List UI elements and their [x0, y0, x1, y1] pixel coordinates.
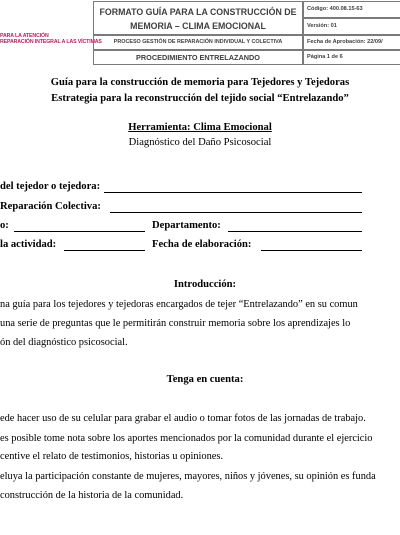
department-field-label: Departamento: [152, 220, 221, 231]
weaver-field-label: del tejedor o tejedora: [0, 181, 101, 192]
logo-text-line2: REPARACIÓN INTEGRAL A LAS VÍCTIMAS [0, 39, 102, 45]
municipality-field-label: o: [0, 220, 9, 231]
notes-heading: Tenga en cuenta: [166, 374, 244, 385]
page-number: Página 1 de 6 [303, 50, 400, 65]
tool-title: Herramienta: Clima Emocional [128, 122, 272, 133]
tool-subtitle: Diagnóstico del Daño Psicosocial [128, 137, 272, 148]
note-item: construcción de la historia de la comunidad. [0, 490, 184, 501]
intro-line: na guía para los tejedores y tejedoras encargados de tejer “Entrelazando” en su comun [0, 299, 358, 310]
format-title: FORMATO GUÍA PARA LA CONSTRUCCIÓN DE MEMORIA – CLIMA EMOCIONAL [93, 1, 303, 35]
logo-text-line1: PARA LA ATENCIÓN [0, 33, 49, 39]
note-item: ede hacer uso de su celular para grabar el audio o tomar fotos de las jornadas de trabajo. [0, 413, 366, 424]
document-version: Versión: 01 [303, 18, 400, 35]
department-field-line[interactable] [228, 231, 362, 232]
activity-field-label: la actividad: [0, 239, 57, 250]
entity-logo [0, 8, 102, 54]
intro-line: ón del diagnóstico psicosocial. [0, 337, 128, 348]
procedure-name: PROCEDIMIENTO ENTRELAZANDO [93, 50, 303, 65]
guide-title-line2: Estrategia para la reconstrucción del tejido social “Entrelazando” [51, 93, 349, 104]
intro-heading: Introducción: [173, 279, 237, 290]
reparation-field-line[interactable] [110, 212, 362, 213]
note-item: centive el relato de testimonios, historias u opiniones. [0, 451, 224, 462]
date-field-label: Fecha de elaboración: [152, 239, 252, 250]
process-name: PROCESO GESTIÓN DE REPARACIÓN INDIVIDUAL Y COLECTIVA [93, 35, 303, 50]
reparation-field-label: Reparación Colectiva: [0, 201, 101, 212]
date-field-line[interactable] [261, 250, 362, 251]
approval-date: Fecha de Aprobación: 22/09/ [303, 35, 400, 50]
note-item: es posible tome nota sobre los aportes mencionados por la comunidad durante el ejercicio [0, 433, 373, 444]
municipality-field-line[interactable] [14, 231, 145, 232]
weaver-field-line[interactable] [104, 192, 362, 193]
document-header [0, 0, 400, 66]
document-code: Código: 400.08.15-63 [303, 1, 400, 18]
note-item: eluya la participación constante de mujeres, mayores, niños y jóvenes, su opinión es funda [0, 471, 376, 482]
guide-title-line1: Guía para la construcción de memoria para Tejedores y Tejedoras [50, 77, 350, 88]
intro-line: una serie de preguntas que le permitirán construir memoria sobre los aprendizajes lo [0, 318, 351, 329]
activity-field-line[interactable] [64, 250, 145, 251]
